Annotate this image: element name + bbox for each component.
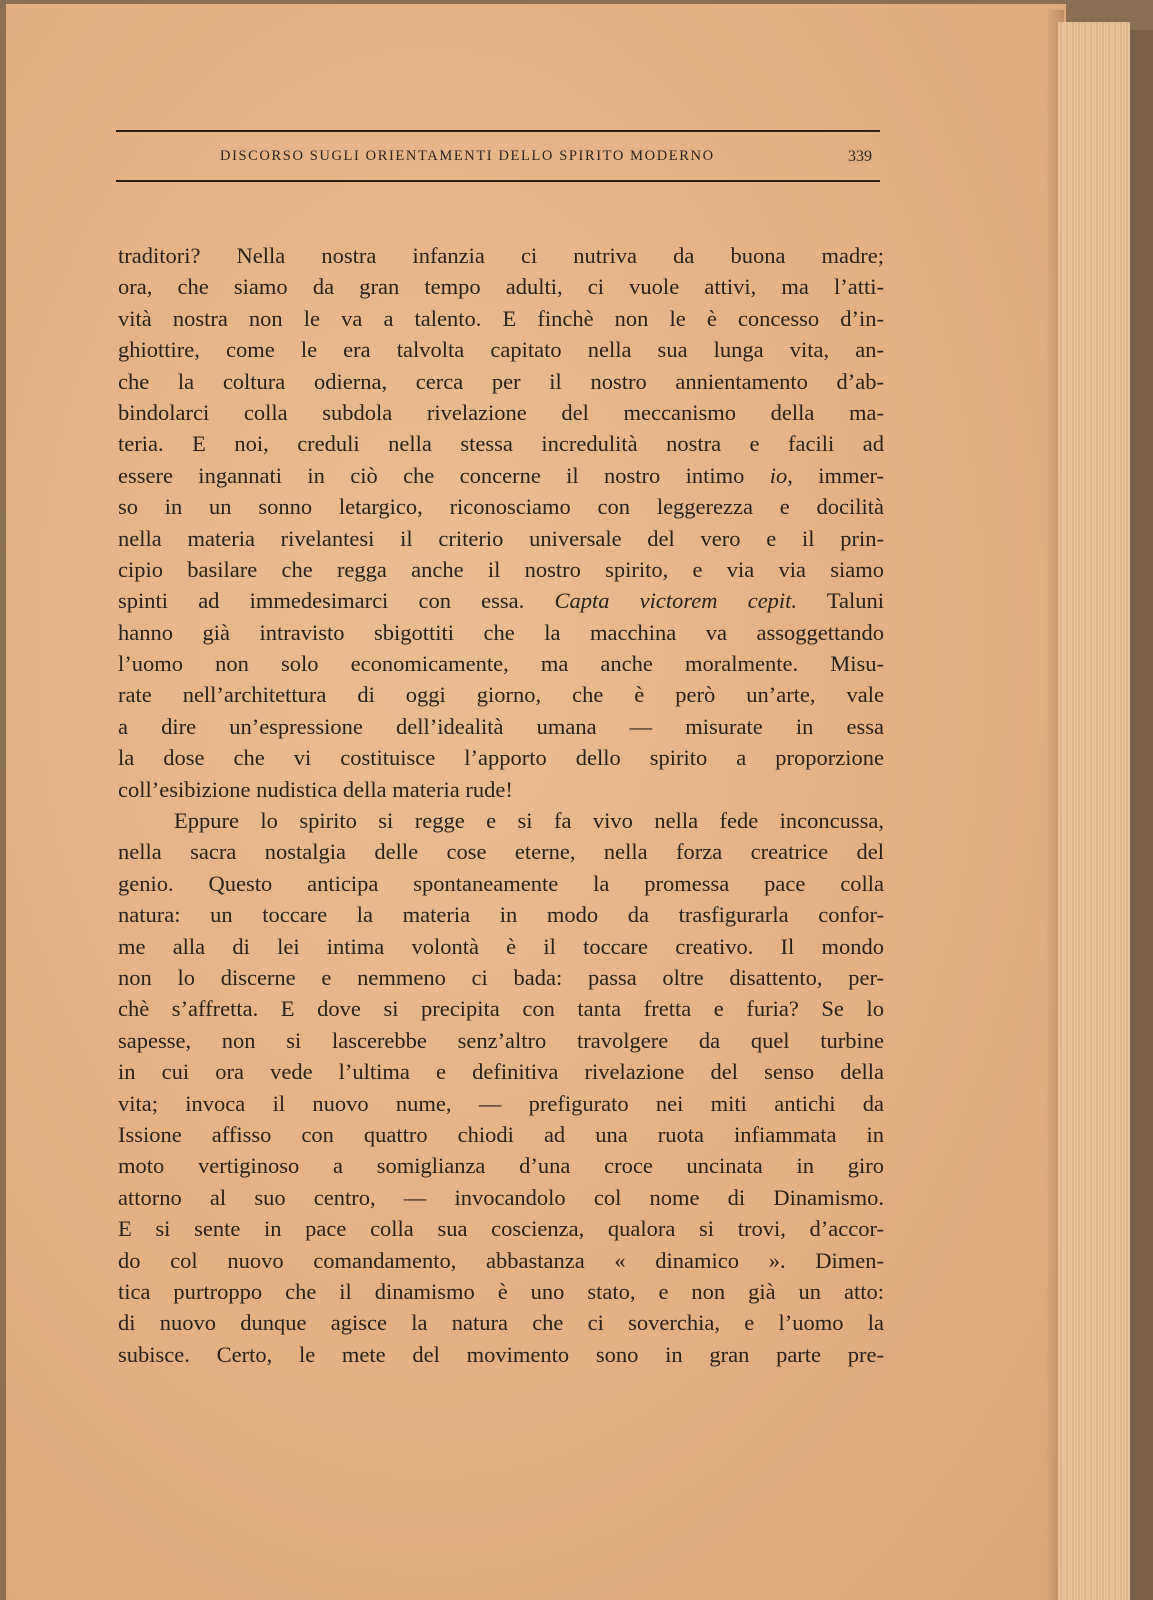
text-line: hanno già intravisto sbigottiti che la macchina va assoggettando — [118, 619, 884, 645]
text-line: coll’esibizione nudistica della materia rude! — [118, 776, 513, 802]
text-line: moto vertiginoso a somiglianza d’una croce uncinata in giro — [118, 1153, 884, 1179]
body-text — [118, 240, 884, 1370]
text-line: do col nuovo comandamento, abbastanza « dinamico ». Dimen- — [118, 1247, 884, 1273]
text-line: vita; invoca il nuovo nume, — prefigurato nei miti antichi da — [118, 1090, 884, 1116]
text-segment: , immer- — [787, 462, 884, 488]
text-line: teria. E noi, creduli nella stessa incredulità nostra e facili ad — [118, 431, 884, 457]
text-segment: spinti ad immedesimarci con essa. — [118, 588, 525, 614]
text-line: la dose che vi costituisce l’apporto dello spirito a proporzione — [118, 745, 884, 771]
text-line: di nuovo dunque agisce la natura che ci soverchia, e l’uomo la — [118, 1310, 884, 1336]
text-line: cipio basilare che regga anche il nostro spirito, e via via siamo — [118, 556, 884, 582]
text-line — [118, 460, 884, 491]
text-line: me alla di lei intima volontà è il toccare creativo. Il mondo — [118, 933, 884, 959]
running-head: DISCORSO SUGLI ORIENTAMENTI DELLO SPIRITO MODERNO — [220, 148, 715, 164]
text-line: rate nell’architettura di oggi giorno, che è però un’arte, vale — [118, 682, 884, 708]
italic-phrase: Capta victorem cepit. — [554, 588, 798, 614]
text-line: traditori? Nella nostra infanzia ci nutriva da buona madre; — [118, 243, 884, 268]
text-line: subisce. Certo, le mete del movimento sono in gran parte pre- — [118, 1341, 884, 1367]
paragraph-start-line: Eppure lo spirito si regge e si fa vivo nella fede inconcussa, — [174, 808, 884, 834]
text-line — [118, 585, 884, 616]
text-line: bindolarci colla subdola rivelazione del meccanismo della ma- — [118, 399, 884, 425]
text-line: nella sacra nostalgia delle cose eterne, nella forza creatrice del — [118, 839, 884, 865]
page-header — [116, 130, 880, 186]
italic-word: io — [769, 462, 788, 488]
text-line: Issione affisso con quattro chiodi ad una ruota infiammata in — [118, 1121, 884, 1147]
text-line: nella materia rivelantesi il criterio universale del vero e il prin- — [118, 525, 884, 551]
text-line: so in un sonno letargico, riconosciamo con leggerezza e docilità — [118, 494, 884, 520]
text-segment: Taluni — [797, 588, 884, 614]
text-segment: essere ingannati in ciò che concerne il nostro intimo — [118, 462, 745, 488]
text-line: non lo discerne e nemmeno ci bada: passa oltre disattento, per- — [118, 964, 884, 990]
text-line: l’uomo non solo economicamente, ma anche moralmente. Misu- — [118, 651, 884, 677]
text-line: che la coltura odierna, cerca per il nostro annientamento d’ab- — [118, 368, 884, 394]
header-rule-top — [116, 130, 880, 132]
text-line: vità nostra non le va a talento. E finchè non le è concesso d’in- — [118, 305, 884, 331]
header-rule-bottom — [116, 180, 880, 182]
text-line: natura: un toccare la materia in modo da trasfigurarla confor- — [118, 902, 884, 928]
text-line: a dire un’espressione dell’idealità umana — misurate in essa — [118, 713, 884, 739]
text-line: attorno al suo centro, — invocandolo col nome di Dinamismo. — [118, 1184, 884, 1210]
text-line: sapesse, non si lascerebbe senz’altro travolgere da quel turbine — [118, 1027, 884, 1053]
text-line: chè s’affretta. E dove si precipita con tanta fretta e furia? Se lo — [118, 996, 884, 1022]
text-line: ghiottire, come le era talvolta capitato nella sua lunga vita, an- — [118, 337, 884, 363]
page-number: 339 — [848, 148, 872, 165]
text-line: E si sente in pace colla sua coscienza, qualora si trovi, d’accor- — [118, 1216, 884, 1242]
text-line: in cui ora vede l’ultima e definitiva rivelazione del senso della — [118, 1059, 884, 1085]
text-line: ora, che siamo da gran tempo adulti, ci vuole attivi, ma l’atti- — [118, 274, 884, 300]
page-stack-edges — [1058, 22, 1130, 1600]
text-line: tica purtroppo che il dinamismo è uno stato, e non già un atto: — [118, 1278, 884, 1304]
text-line: genio. Questo anticipa spontaneamente la promessa pace colla — [118, 870, 884, 896]
background-surface — [1130, 30, 1153, 1600]
